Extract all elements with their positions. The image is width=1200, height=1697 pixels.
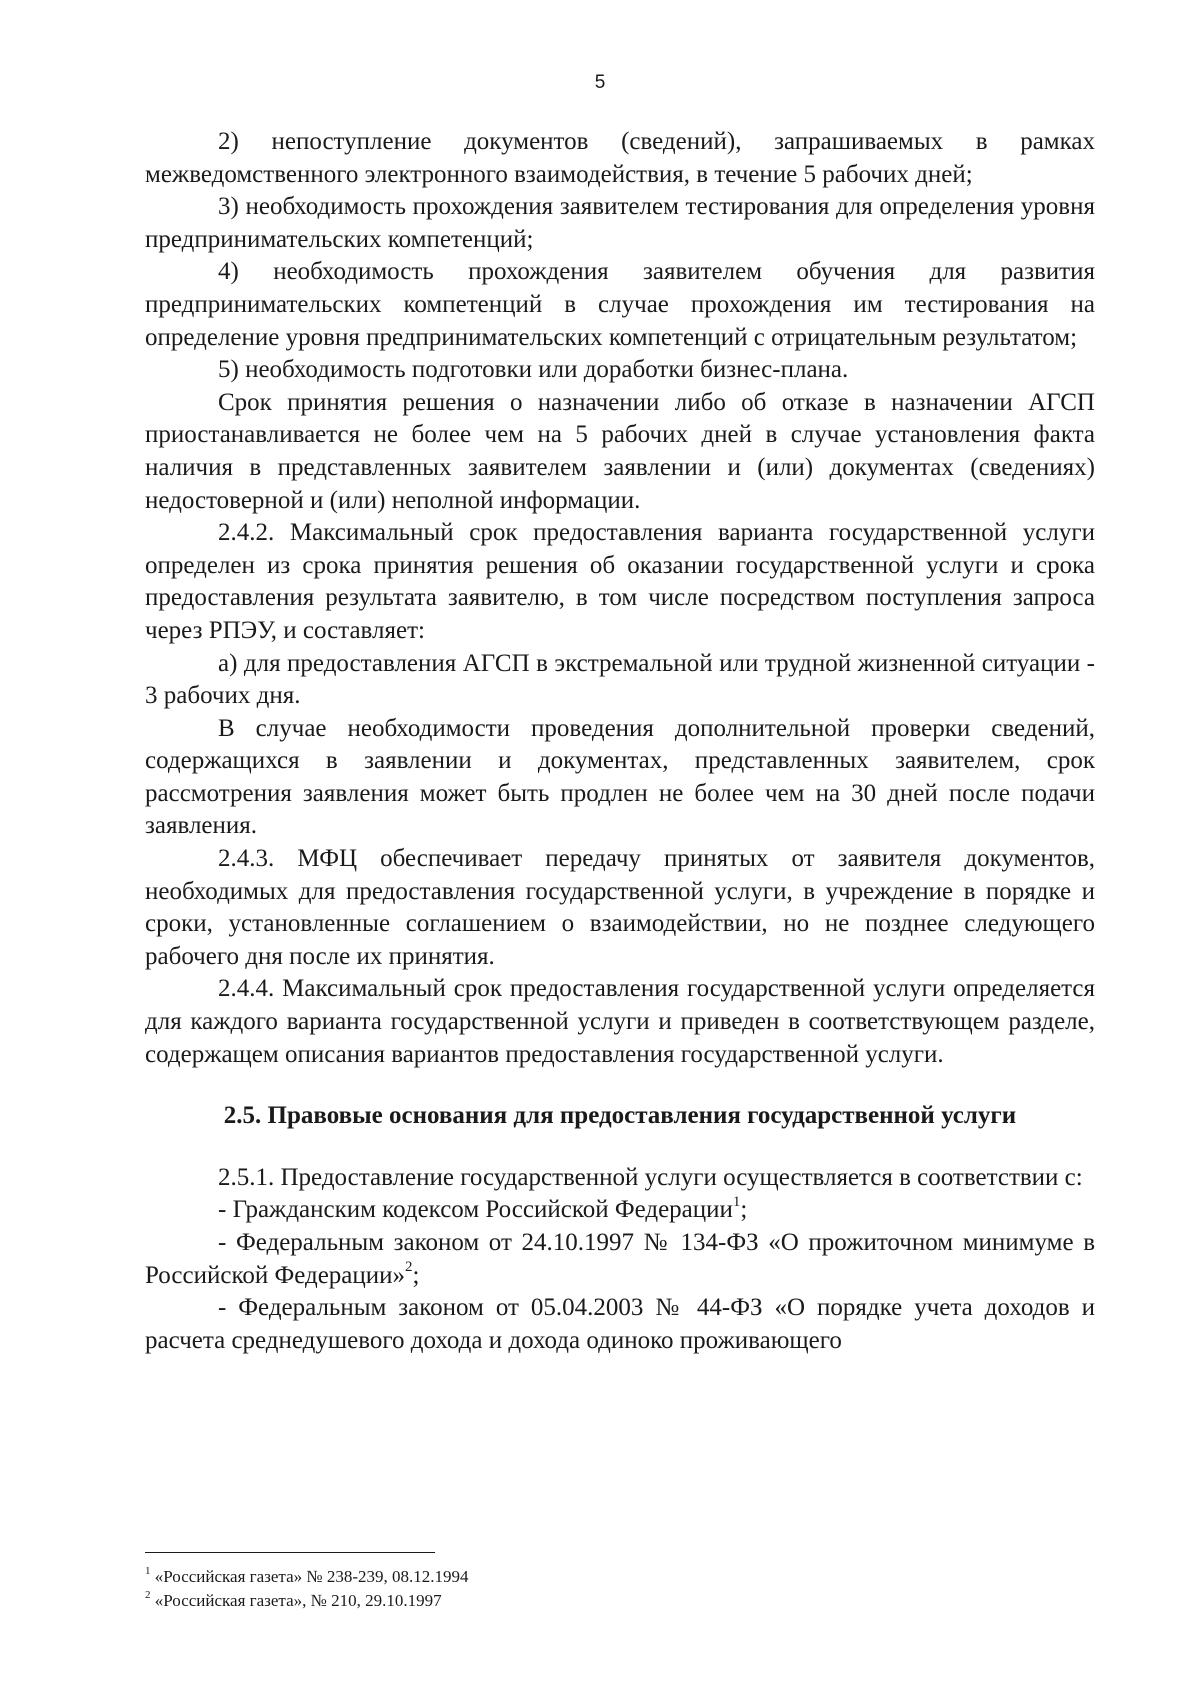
footnote-ref[interactable]: 1: [732, 1194, 741, 1211]
paragraph: 2) непоступление документов (сведений), запрашиваемых в рамках межведомственного электронного взаимодействия, в течение 5 рабочих дней;: [145, 128, 1095, 188]
legal-basis-text: - Федеральным законом от 24.10.1997 № 134-ФЗ «О прожиточном минимуме в Российской Федерации»: [145, 1229, 1095, 1289]
paragraph: а) для предоставления АГСП в экстремальной или трудной жизненной ситуации - 3 рабочих дня.: [145, 649, 1095, 710]
footnote-marker: 1: [145, 1565, 151, 1578]
paragraph: 2.4.3. МФЦ обеспечивает передачу принятых от заявителя документов, необходимых для предоставления государственной услуги, в учреждение в порядке и сроки, установленные соглашением о взаимодействии, но не позднее следующего рабочего дня после их принятия.: [145, 845, 1095, 970]
legal-basis-item: [145, 1227, 1095, 1292]
legal-basis-item: [145, 1292, 1095, 1357]
legal-basis-suffix: ;: [412, 1261, 420, 1289]
footnote-text: «Российская газета» № 238-239, 08.12.1994: [150, 1567, 469, 1586]
footnote-marker: 2: [145, 1589, 151, 1602]
legal-basis-text: - Гражданским кодексом Российской Федерации: [218, 1196, 733, 1224]
footnote: [145, 1589, 1095, 1613]
page-number: 5: [594, 72, 606, 93]
footnotes: [145, 1565, 1095, 1613]
paragraph: 2.4.2. Максимальный срок предоставления варианта государственной услуги определен из срока принятия решения об оказании государственной услуги и срока предоставления результата заявителю, в том числе посредством поступления запроса через РПЭУ, и составляет:: [145, 519, 1095, 644]
paragraph: В случае необходимости проведения дополнительной проверки сведений, содержащихся в заявлении и документах, представленных заявителем, срок рассмотрения заявления может быть продлен не более чем на 30 дней после подачи заявления.: [145, 714, 1095, 840]
footnote-ref[interactable]: 2: [405, 1259, 413, 1276]
section-heading: 2.5. Правовые основания для предоставления государственной услуги: [223, 1102, 1017, 1130]
paragraph: 3) необходимость прохождения заявителем тестирования для определения уровня предпринимательских компетенций;: [145, 193, 1095, 253]
legal-basis-suffix: ;: [740, 1196, 748, 1224]
paragraph: 4) необходимость прохождения заявителем обучения для развития предпринимательских компетенций в случае прохождения им тестирования на определение уровня предпринимательских компетенций с отрицательным результатом;: [145, 258, 1095, 351]
section-intro: 2.5.1. Предоставление государственной услуги осуществляется в соответствии с:: [218, 1163, 1083, 1191]
legal-basis-item: [145, 1194, 1095, 1227]
legal-basis-text: - Федеральным законом от 05.04.2003 № 44-ФЗ «О порядке учета доходов и расчета среднедушевого дохода и дохода одиноко проживающего: [145, 1294, 1095, 1354]
paragraph: 2.4.4. Максимальный срок предоставления государственной услуги определяется для каждого варианта государственной услуги и приведен в соответствующем разделе, содержащем описания вариантов предоставления государственной услуги.: [145, 975, 1095, 1068]
footnote-separator: [145, 1552, 435, 1553]
paragraph: Срок принятия решения о назначении либо об отказе в назначении АГСП приостанавливается не более чем на 5 рабочих дней в случае установления факта наличия в представленных заявителем заявлении и (или) документах (сведениях) недостоверной и (или) неполной информации.: [145, 388, 1095, 514]
footnote-text: «Российская газета», № 210, 29.10.1997: [150, 1591, 442, 1610]
document-body: [145, 126, 1095, 1357]
paragraph: 5) необходимость подготовки или доработки бизнес-плана.: [218, 356, 849, 384]
footnote: [145, 1565, 1095, 1589]
